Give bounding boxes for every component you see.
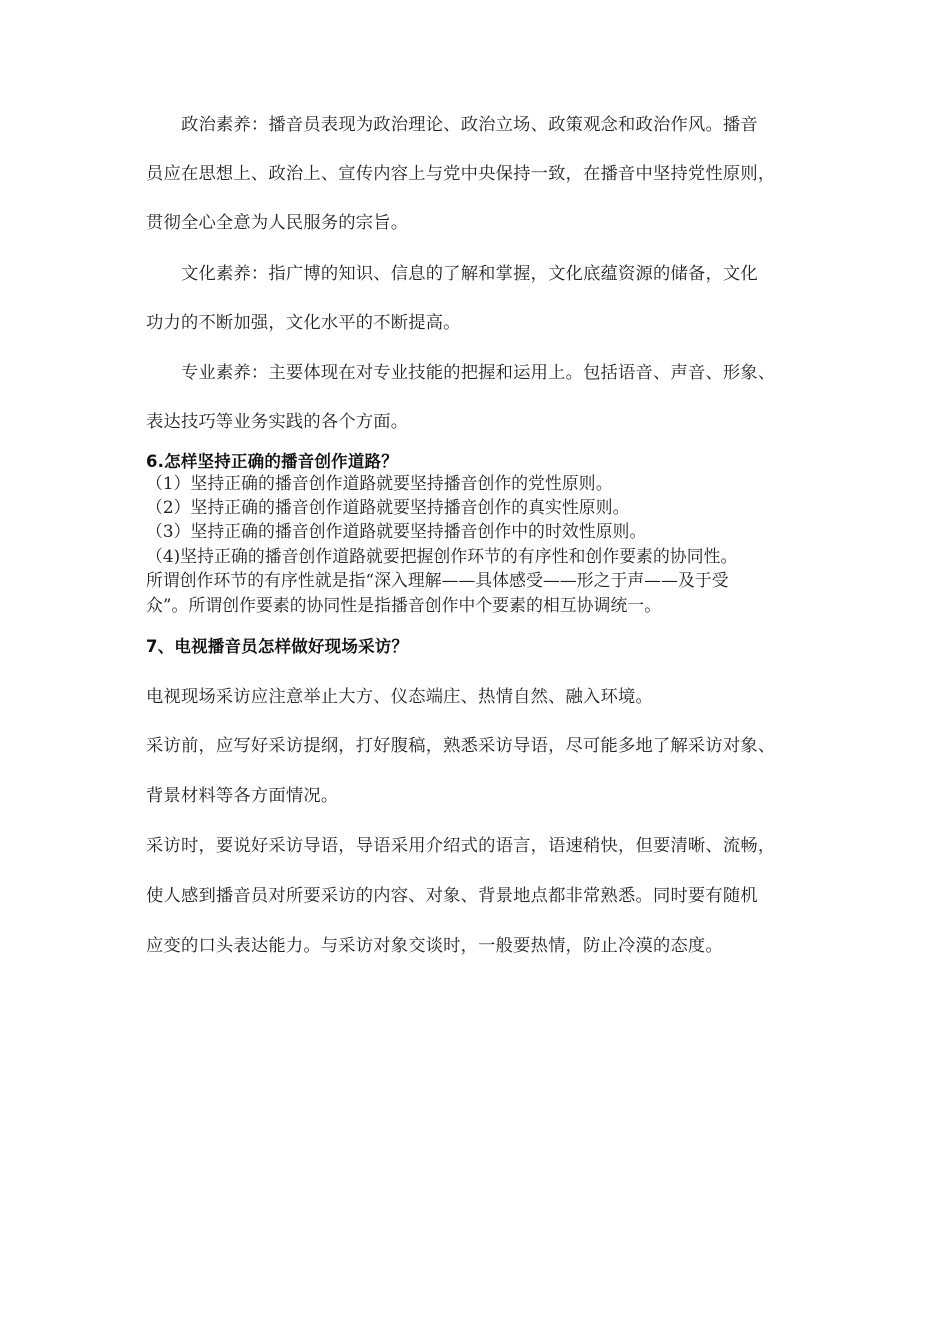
- section-6-heading: 6.怎样坚持正确的播音创作道路？: [146, 452, 398, 471]
- paragraph-cultural-line-2: 功力的不断加强，文化水平的不断提高。: [146, 313, 461, 333]
- section-6-item-4: （4)坚持正确的播音创作道路就要把握创作环节的有序性和创作要素的协同性。: [146, 546, 738, 566]
- section-7-heading: 7、电视播音员怎样做好现场采访？: [146, 637, 409, 656]
- section-7-paragraph-1-line-1: 电视现场采访应注意举止大方、仪态端庄、热情自然、融入环境。: [146, 687, 653, 707]
- paragraph-political-line-2: 员应在思想上、政治上、宣传内容上与党中央保持一致，在播音中坚持党性原则，: [146, 164, 776, 184]
- paragraph-political-line-3: 贯彻全心全意为人民服务的宗旨。: [146, 213, 409, 233]
- paragraph-cultural-line-1: 文化素养：指广博的知识、信息的了解和掌握，文化底蕴资源的储备，文化: [181, 264, 758, 284]
- paragraph-professional-line-2: 表达技巧等业务实践的各个方面。: [146, 412, 409, 432]
- paragraph-political-line-1: 政治素养：播音员表现为政治理论、政治立场、政策观念和政治作风。播音: [181, 115, 758, 135]
- section-7-paragraph-2-line-2: 背景材料等各方面情况。: [146, 786, 339, 806]
- section-6-item-2: （2）坚持正确的播音创作道路就要坚持播音创作的真实性原则。: [146, 497, 630, 517]
- section-7-paragraph-2-line-1: 采访前，应写好采访提纲，打好腹稿，熟悉采访导语，尽可能多地了解采访对象、: [146, 736, 776, 756]
- section-7-paragraph-3-line-3: 应变的口头表达能力。与采访对象交谈时，一般要热情，防止冷漠的态度。: [146, 936, 723, 956]
- section-6-item-4-cont-2: 众”。所谓创作要素的协同性是指播音创作中个要素的相互协调统一。: [146, 595, 662, 615]
- section-6-item-4-cont-1: 所谓创作环节的有序性就是指“深入理解——具体感受——形之于声——及于受: [146, 570, 729, 590]
- paragraph-professional-line-1: 专业素养：主要体现在对专业技能的把握和运用上。包括语音、声音、形象、: [181, 363, 776, 383]
- section-7-paragraph-3-line-1: 采访时，要说好采访导语，导语采用介绍式的语言，语速稍快，但要清晰、流畅，: [146, 836, 776, 856]
- section-6-item-3: （3）坚持正确的播音创作道路就要坚持播音创作中的时效性原则。: [146, 521, 647, 541]
- section-7-paragraph-3-line-2: 使人感到播音员对所要采访的内容、对象、背景地点都非常熟悉。同时要有随机: [146, 886, 758, 906]
- section-6-item-1: （1）坚持正确的播音创作道路就要坚持播音创作的党性原则。: [146, 473, 613, 493]
